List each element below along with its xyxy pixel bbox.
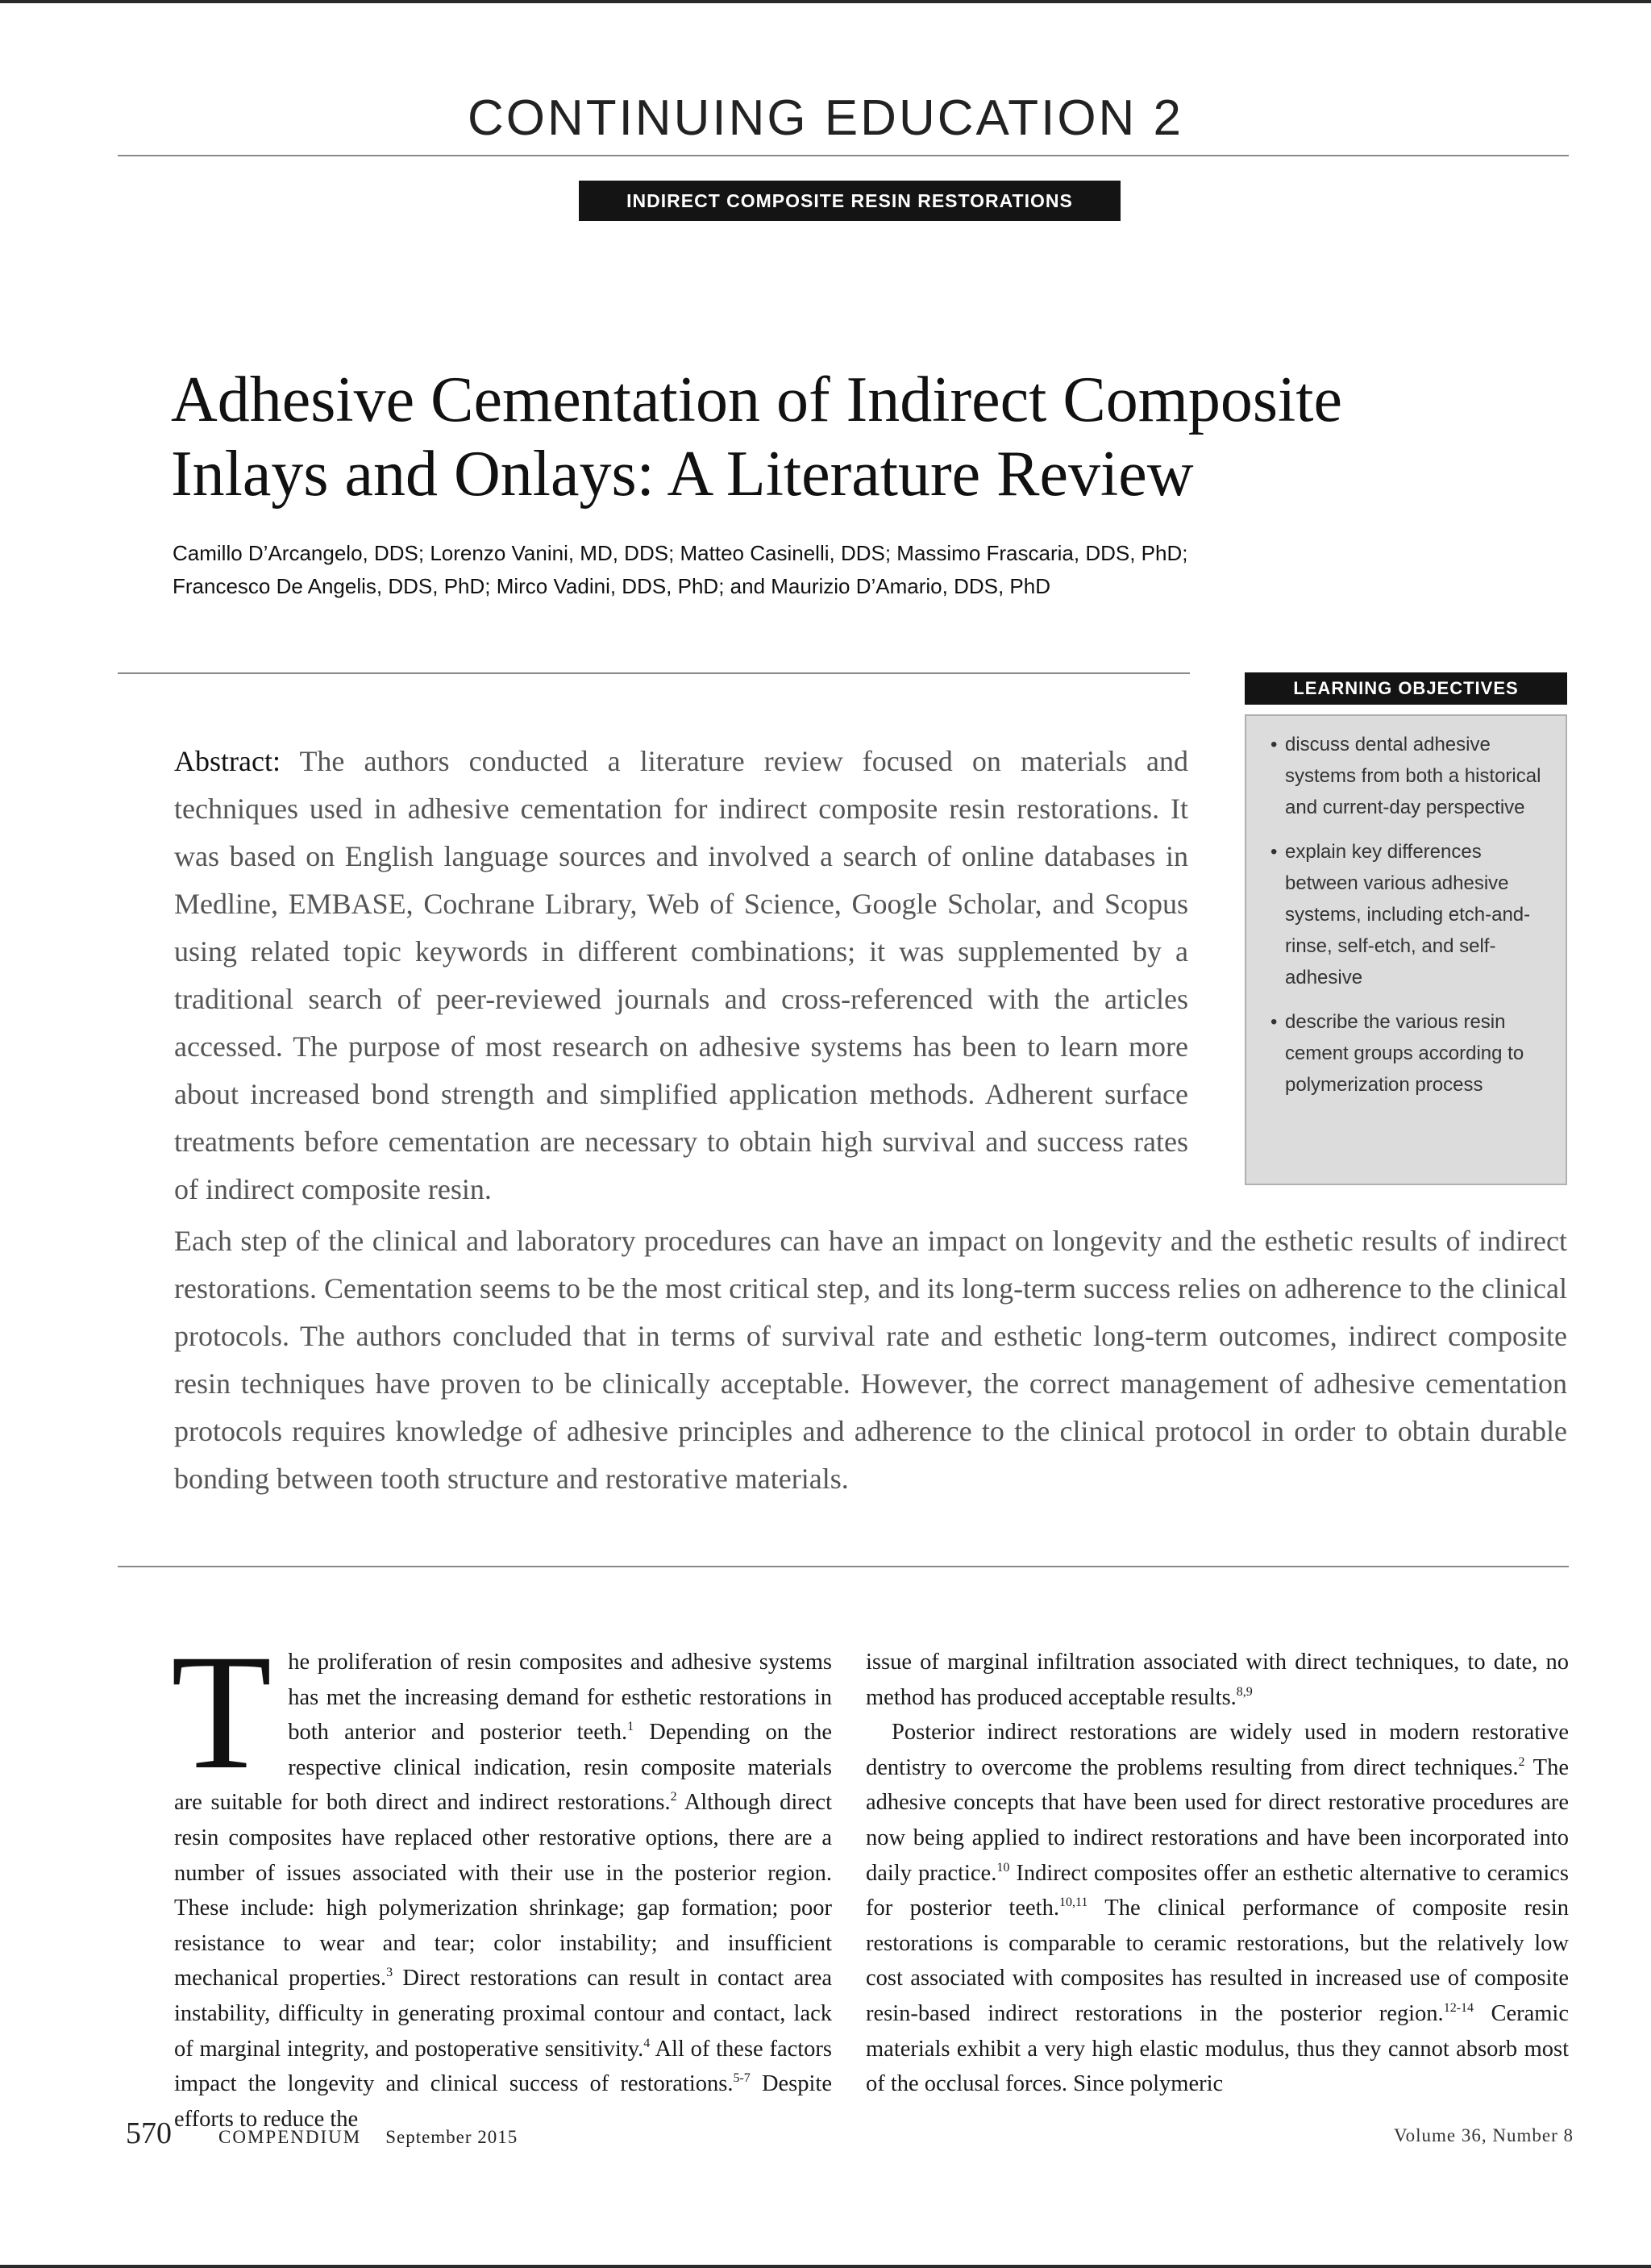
body-column-right (866, 1645, 1569, 2102)
reference-superscript: 10 (996, 1860, 1010, 1875)
reference-superscript: 2 (670, 1790, 677, 1804)
body-text: he proliferation of resin composites and adhesive systems has met the increasing demand for esthetic restorations in both anterior and posterior teeth. (288, 1650, 832, 1746)
body-paragraph (866, 1715, 1569, 2102)
journal-name: COMPENDIUM (218, 2127, 362, 2147)
reference-superscript: 3 (386, 1966, 393, 1980)
reference-superscript: 2 (1518, 1754, 1525, 1769)
page-number: 570 (126, 2116, 172, 2150)
volume-info: Volume 36, Number 8 (1393, 2125, 1574, 2145)
body-text: issue of marginal infiltration associated with direct techniques, to date, no method has produced acceptable results. (866, 1650, 1569, 1710)
article-title-line1: Adhesive Cementation of Indirect Composite (171, 364, 1343, 435)
body-text: Although direct resin composites have replaced other restorative options, there are a number of issues associated with their use in the posterior region. These include: high polymerization shrinkage; gap formation; poor resistance to wear and tear; color instability; and insufficient mechanical properties. (174, 1790, 832, 1991)
page-footer (126, 2116, 518, 2151)
reference-superscript: 1 (627, 1720, 634, 1734)
learning-objectives-box (1245, 714, 1567, 1185)
body-text: All of these factors impact the longevity and clinical success of restorations. (174, 2036, 832, 2097)
body-text: The clinical performance of composite resin restorations is comparable to ceramic restorations, but the relatively low cost associated with composites has resulted in increased use of composite resin-based indirect restorations in the posterior region. (866, 1896, 1569, 2026)
abstract-top-rule (118, 672, 1190, 674)
topic-banner: INDIRECT COMPOSITE RESIN RESTORATIONS (579, 181, 1121, 221)
learning-objective-item (1267, 729, 1553, 823)
reference-superscript: 8,9 (1236, 1684, 1253, 1699)
body-text: Depending on the respective clinical indication, resin composite materials are suitable for both direct and indirect restorations. (174, 1720, 832, 1816)
bullet-icon: • (1270, 841, 1278, 863)
scan-edge-bottom (0, 2265, 1651, 2268)
bullet-icon: • (1270, 1011, 1278, 1033)
body-text: Direct restorations can result in contact area instability, difficulty in generating proximal contour and contact, lack of marginal integrity, and postoperative sensitivity. (174, 1966, 833, 2062)
drop-cap: T (171, 1621, 272, 1804)
body-column-left (171, 1621, 833, 2137)
abstract-text-bottom: Each step of the clinical and laboratory procedures can have an impact on longevity and the esthetic results of indirect restorations. Cementation seems to be the most critical step, and its long-term success relies on adherence to the clinical protocols. The authors concluded that in terms of survival rate and esthetic long-term outcomes, indirect composite resin techniques have proven to be clinically acceptable. However, the correct management of adhesive cementation protocols requires knowledge of adhesive principles and adherence to the clinical protocol in order to obtain durable bonding between tooth structure and restorative materials. (174, 1225, 1567, 1495)
header-rule (118, 155, 1569, 156)
body-paragraph (866, 1645, 1569, 1715)
reference-superscript: 10,11 (1058, 1896, 1088, 1910)
author-list (173, 537, 1543, 603)
learning-objective-item (1267, 836, 1553, 993)
authors-line1: Camillo D’Arcangelo, DDS; Lorenzo Vanini, MD, DDS; Matteo Casinelli, DDS; Massimo Frascaria, DDS, PhD; (173, 541, 1188, 565)
body-text: Ceramic materials exhibit a very high elastic modulus, thus they cannot absorb most of the occlusal forces. Since polymeric (866, 2000, 1569, 2097)
learning-objective-text: explain key differences between various adhesive systems, including etch-and-rinse, self-etch, and self-adhesive (1285, 841, 1531, 988)
body-paragraph (171, 1621, 833, 2137)
learning-objectives-header: LEARNING OBJECTIVES (1245, 672, 1567, 705)
body-text: Despite efforts to reduce the (174, 2071, 832, 2132)
body-text: Posterior indirect restorations are widely used in modern restorative dentistry to overcome the problems resulting from direct techniques. (866, 1720, 1569, 1780)
abstract-bottom-rule (118, 1566, 1569, 1567)
learning-objective-text: discuss dental adhesive systems from both a historical and current-day perspective (1285, 734, 1541, 818)
reference-superscript: 5-7 (733, 2071, 751, 2086)
issue-date: September 2015 (385, 2127, 518, 2147)
article-title-line2: Inlays and Onlays: A Literature Review (171, 439, 1194, 510)
abstract-text-top (174, 738, 1188, 1213)
authors-line2: Francesco De Angelis, DDS, PhD; Mirco Vadini, DDS, PhD; and Maurizio D’Amario, DDS, PhD (173, 574, 1051, 598)
article-title (171, 363, 1493, 511)
bullet-icon: • (1270, 734, 1278, 755)
learning-objective-item (1267, 1006, 1553, 1101)
learning-objective-text: describe the various resin cement groups according to polymerization process (1285, 1011, 1524, 1096)
section-title: CONTINUING EDUCATION 2 (467, 90, 1184, 146)
abstract-body-top: The authors conducted a literature review focused on materials and techniques used in adhesive cementation for indirect composite resin restorations. It was based on English language sources and involved a search of online databases in Medline, EMBASE, Cochrane Library, Web of Science, Google Scholar, and Scopus using related topic keywords in different combinations; it was supplemented by a traditional search of peer-reviewed journals and cross-referenced with the articles accessed. The purpose of most research on adhesive systems has been to learn more about increased bond strength and simplified application methods. Adherent surface treatments before cementation are necessary to obtain high survival and success rates of indirect composite resin. (174, 745, 1188, 1205)
abstract-label: Abstract: (174, 745, 281, 777)
body-text: Indirect composites offer an esthetic alternative to ceramics for posterior teeth. (866, 1860, 1569, 1921)
body-text: The adhesive concepts that have been used for direct restorative procedures are now being applied to indirect restorations and have been incorporated into daily practice. (866, 1754, 1569, 1886)
reference-superscript: 12-14 (1443, 2000, 1474, 2015)
scan-edge-top (0, 0, 1651, 3)
reference-superscript: 4 (643, 2036, 651, 2050)
